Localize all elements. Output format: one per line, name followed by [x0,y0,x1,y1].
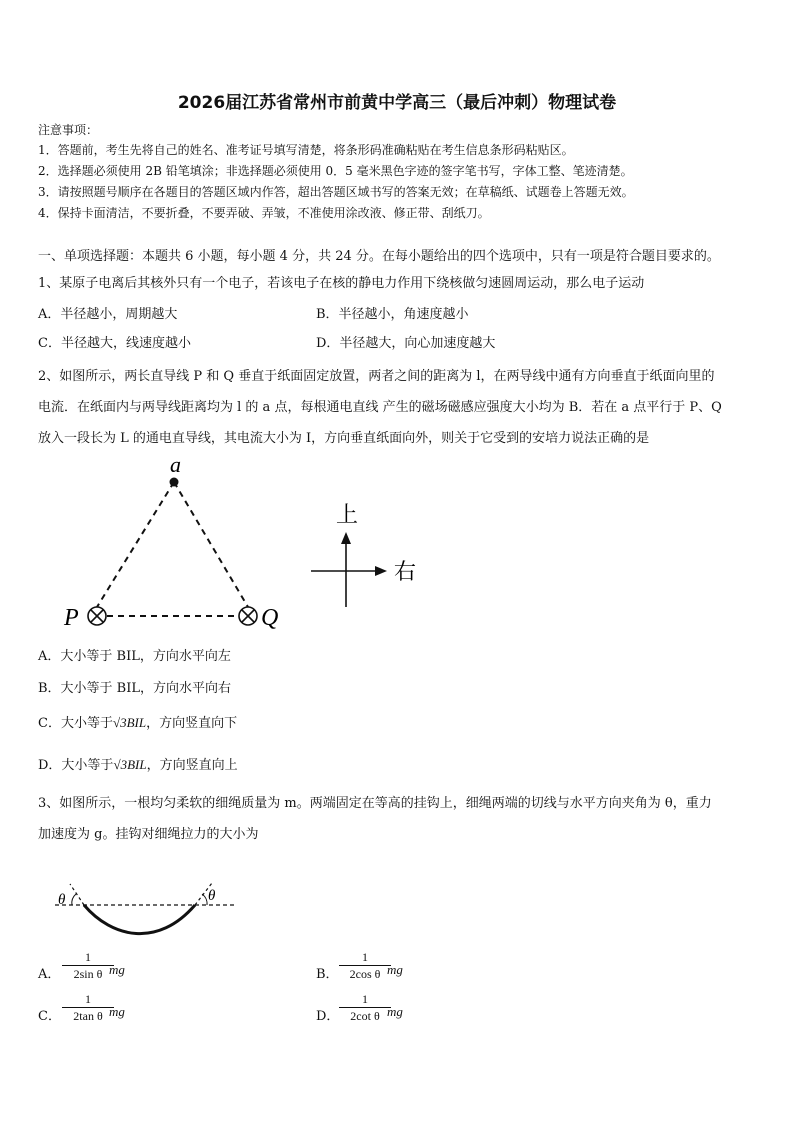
theta-right: θ [208,888,216,904]
label-up: 上 [336,503,359,528]
q3-option-d-letter: D． [316,1009,340,1024]
q2-option-d-expr: √3BIL [113,757,147,772]
fraction-bar [62,965,114,966]
wire-q-into-page-icon [239,607,257,625]
right-arrowhead-icon [375,566,387,576]
fraction-bar [339,965,391,966]
q2-stem-line: 电流．在纸面内与两导线距离均为 l 的 a 点，每根通电直线 产生的磁场磁感应强度大小均为 B．若在 a 点平行于 P、Q [38,400,722,415]
q3-option-d-mg: mg [387,1004,403,1019]
q2-option-c-prefix: C．大小等于 [38,716,113,731]
q3-option-a-fraction [62,950,114,981]
notice-item: 3．请按照题号顺序在各题目的答题区域内作答，超出答题区域书写的答案无效；在草稿纸、试题卷上答题无效。 [38,185,634,199]
q3-stem-line: 3、如图所示，一根均匀柔软的细绳质量为 m。两端固定在等高的挂钩上，细绳两端的切线与水平方向夹角为 θ，重力 [38,796,712,811]
q3-figure [50,868,240,948]
q3-option-a-letter: A． [38,967,61,982]
label-right: 右 [394,560,417,585]
q2-option-c-expr: √3BIL [112,715,147,730]
q3-option-c-fraction [62,992,114,1023]
notice-heading: 注意事项： [38,123,99,137]
up-arrowhead-icon [341,532,351,544]
q3-option-b-mg: mg [387,962,403,977]
q1-option-b: B．半径越小，角速度越小 [316,307,469,322]
q1-stem: 1、某原子电离后其核外只有一个电子，若该电子在核的静电力作用下绕核做匀速圆周运动，那么电子运动 [38,276,645,291]
notice-item: 1．答题前，考生先将自己的姓名、准考证号填写清楚，将条形码准确粘贴在考生信息条形码粘贴区。 [38,143,574,157]
q3-option-d-fraction [339,992,391,1023]
q2-option-d-suffix: ，方向竖直向上 [146,758,238,773]
page-title: 2026届江苏省常州市前黄中学高三（最后冲刺）物理试卷 [177,93,617,113]
theta-left: θ [58,892,66,908]
dashed-side-right [174,482,248,607]
q2-option-a: A．大小等于 BIL，方向水平向左 [38,649,231,664]
section-heading: 一、单项选择题：本题共 6 小题，每小题 4 分，共 24 分。在每小题给出的四个选项中，只有一项是符合题目要求的。 [38,249,720,264]
q2-option-c [38,712,237,731]
label-p: P [64,605,79,631]
q2-stem-line: 放入一段长为 L 的通电直导线，其电流大小为 I，方向垂直纸面向外，则关于它受到的安培力说法正确的是 [38,431,650,446]
q2-option-d-prefix: D．大小等于 [38,758,114,773]
q1-option-d: D．半径越大，向心加速度越大 [316,336,496,351]
q3-option-b-fraction [339,950,391,981]
q2-option-b: B．大小等于 BIL，方向水平向右 [38,681,232,696]
fraction-denominator: 2sin θ [73,967,103,981]
label-q: Q [261,605,279,631]
wire-p-into-page-icon [88,607,106,625]
q2-stem-line: 2、如图所示，两长直导线 P 和 Q 垂直于纸面固定放置，两者之间的距离为 l，在两导线中通有方向垂直于纸面向里的 [38,369,715,384]
fraction-denominator: 2cos θ [349,967,381,981]
q1-option-a: A．半径越小，周期越大 [38,307,178,322]
q2-option-d [38,754,238,773]
q3-option-c-letter: C． [38,1009,61,1024]
q2-option-c-suffix: ，方向竖直向下 [146,716,238,731]
fraction-numerator: 1 [362,992,368,1006]
label-a: a [170,452,181,477]
point-a-dot [170,478,179,487]
q3-option-c-mg: mg [109,1004,125,1019]
q2-figure [40,452,440,637]
fraction-numerator: 1 [362,950,368,964]
fraction-numerator: 1 [85,950,91,964]
q3-stem-line: 加速度为 g。挂钩对细绳拉力的大小为 [38,827,259,842]
q1-option-c: C．半径越大，线速度越小 [38,336,191,351]
fraction-numerator: 1 [85,992,91,1006]
rope-curve [84,905,195,934]
fraction-denominator: 2tan θ [73,1009,103,1023]
fraction-bar [62,1007,114,1008]
angle-arc-left [72,894,76,905]
notice-item: 2．选择题必须使用 2B 铅笔填涂；非选择题必须使用 0．5 毫米黑色字迹的签字笔书写，字体工整、笔迹清楚。 [38,164,633,178]
fraction-bar [339,1007,391,1008]
q3-option-b-letter: B． [316,967,339,982]
q3-option-a-mg: mg [109,962,125,977]
fraction-denominator: 2cot θ [350,1009,380,1023]
dashed-side-left [97,482,174,607]
notice-item: 4．保持卡面清洁，不要折叠，不要弄破、弄皱，不准使用涂改液、修正带、刮纸刀。 [38,206,490,220]
